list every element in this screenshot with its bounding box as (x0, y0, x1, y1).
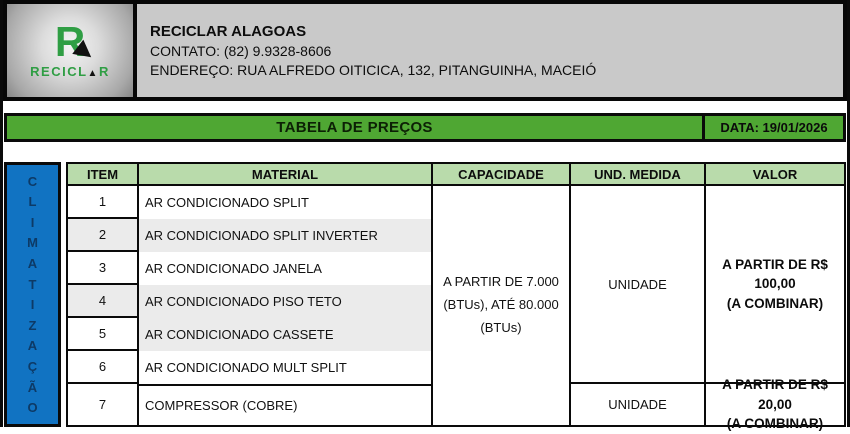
value-merged-cell: A PARTIR DE R$ 100,00 (A COMBINAR) (706, 186, 844, 382)
company-logo (7, 4, 133, 97)
logo-wordmark: RECICL▲R (30, 64, 110, 80)
price-table (4, 162, 846, 432)
material-row: COMPRESSOR (COBRE) (139, 384, 431, 425)
material-row: AR CONDICIONADO PISO TETO (139, 285, 431, 318)
column-header-item: ITEM (68, 164, 137, 184)
table-grid (66, 162, 846, 432)
column-header-capacidade: CAPACIDADE (433, 164, 569, 184)
item-number-1: 1 (68, 186, 137, 217)
material-row: AR CONDICIONADO CASSETE (139, 318, 431, 351)
company-info-box (137, 4, 843, 97)
logo-letter: R (54, 17, 86, 65)
item-number-2: 2 (68, 219, 137, 250)
material-row: AR CONDICIONADO SPLIT INVERTER (139, 219, 431, 252)
company-name: RECICLAR ALAGOAS (150, 23, 307, 40)
item-number-5: 5 (68, 318, 137, 349)
date-badge: DATA: 19/01/2026 (705, 116, 843, 139)
category-column-climatizacao: C L I M A T I Z A Ç Ã O (4, 162, 61, 427)
column-header-valor: VALOR (706, 164, 844, 184)
column-header-material: MATERIAL (139, 164, 431, 184)
page-title: TABELA DE PREÇOS (7, 116, 702, 139)
item-number-7: 7 (68, 384, 137, 425)
company-address: ENDEREÇO: RUA ALFREDO OITICICA, 132, PITANGUINHA, MACEIÓ (150, 62, 597, 78)
material-row: AR CONDICIONADO SPLIT (139, 186, 431, 219)
logo-triangle-icon: ▲ (87, 68, 99, 80)
header-band (3, 0, 847, 101)
value-row7-cell: A PARTIR DE R$ 20,00 (A COMBINAR) (706, 384, 844, 425)
logo-r-monogram (54, 17, 86, 65)
capacity-merged-cell: A PARTIR DE 7.000 (BTUs), ATÉ 80.000 (BTUs) (433, 186, 569, 425)
title-row (4, 113, 846, 142)
material-column (139, 186, 431, 425)
item-number-6: 6 (68, 351, 137, 382)
material-row: AR CONDICIONADO MULT SPLIT (139, 351, 431, 384)
spacer (3, 142, 847, 162)
unit-row7-cell: UNIDADE (571, 384, 704, 425)
item-number-4: 4 (68, 285, 137, 316)
column-header-und-medida: UND. MEDIDA (571, 164, 704, 184)
material-row: AR CONDICIONADO JANELA (139, 252, 431, 285)
item-number-3: 3 (68, 252, 137, 283)
unit-merged-cell: UNIDADE (571, 186, 704, 382)
company-contact: CONTATO: (82) 9.9328-8606 (150, 43, 332, 59)
spacer (3, 101, 847, 113)
